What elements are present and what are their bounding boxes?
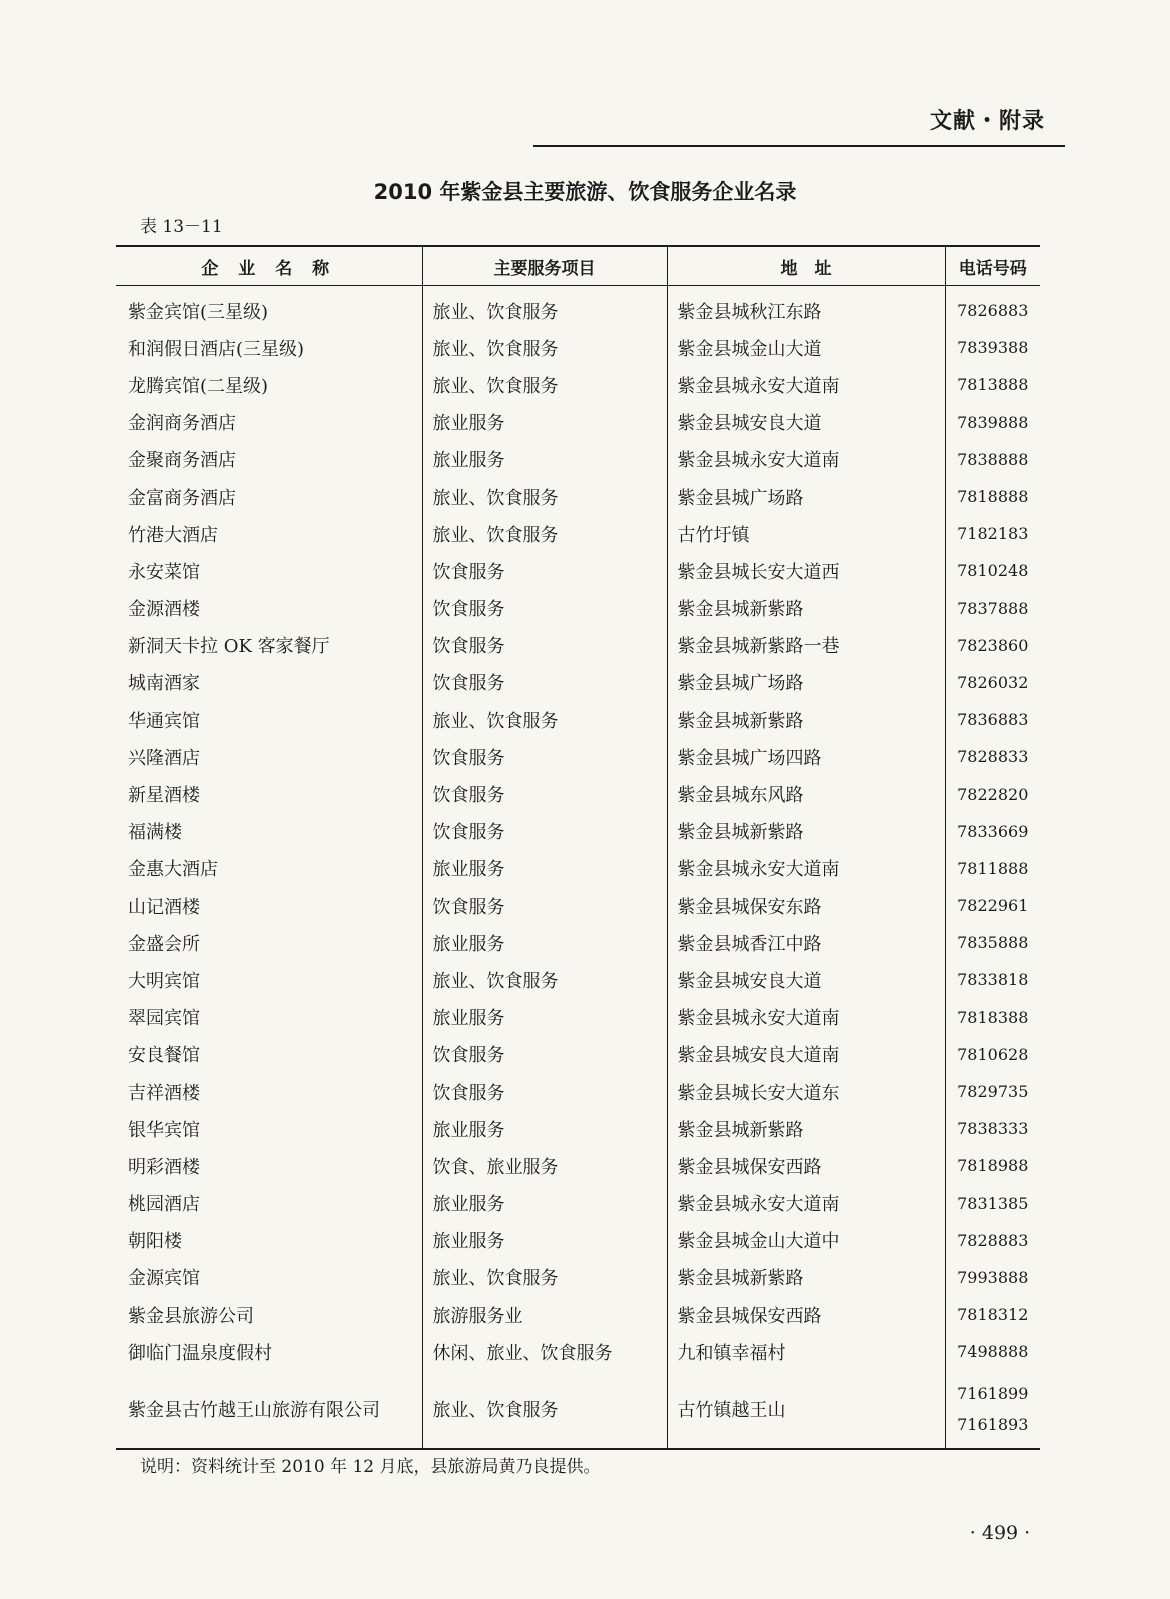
table-row bbox=[116, 1073, 1040, 1110]
cell-service: 旅业服务 bbox=[422, 441, 667, 478]
cell-service: 旅业、饮食服务 bbox=[422, 515, 667, 552]
table-row bbox=[116, 850, 1040, 887]
cell-service: 旅业、饮食服务 bbox=[422, 1370, 667, 1449]
cell-address: 紫金县城广场四路 bbox=[667, 738, 945, 775]
cell-service: 旅业服务 bbox=[422, 404, 667, 441]
table-row bbox=[116, 286, 1040, 330]
cell-address: 紫金县城安良大道南 bbox=[667, 1036, 945, 1073]
cell-phone bbox=[945, 1259, 1040, 1296]
cell-service: 饮食服务 bbox=[422, 813, 667, 850]
column-header-service: 主要服务项目 bbox=[422, 246, 667, 286]
cell-service: 休闲、旅业、饮食服务 bbox=[422, 1333, 667, 1370]
table-row bbox=[116, 1259, 1040, 1296]
phone-number: 7823860 bbox=[957, 635, 1029, 655]
column-header-phone: 电话号码 bbox=[945, 246, 1040, 286]
cell-name: 华通宾馆 bbox=[128, 710, 200, 732]
table-row bbox=[116, 1147, 1040, 1184]
cell-service: 旅业、饮食服务 bbox=[422, 961, 667, 998]
cell-service: 饮食服务 bbox=[422, 627, 667, 664]
table-number: 表 13－11 bbox=[140, 217, 223, 237]
table-row bbox=[116, 961, 1040, 998]
table-row bbox=[116, 441, 1040, 478]
table-row bbox=[116, 1222, 1040, 1259]
footnote: 说明：资料统计至 2010 年 12 月底，县旅游局黄乃良提供。 bbox=[140, 1457, 601, 1477]
cell-service: 旅业、饮食服务 bbox=[422, 1259, 667, 1296]
cell-service: 旅业、饮食服务 bbox=[422, 366, 667, 403]
cell-service: 饮食服务 bbox=[422, 775, 667, 812]
cell-name: 城南酒家 bbox=[128, 673, 200, 695]
cell-phone bbox=[945, 887, 1040, 924]
cell-name: 金润商务酒店 bbox=[128, 413, 236, 435]
cell-phone bbox=[945, 813, 1040, 850]
cell-phone bbox=[945, 590, 1040, 627]
table-row bbox=[116, 1185, 1040, 1222]
cell-address: 紫金县城保安西路 bbox=[667, 1147, 945, 1184]
phone-number: 7828833 bbox=[957, 747, 1029, 767]
cell-phone bbox=[945, 775, 1040, 812]
cell-address: 九和镇幸福村 bbox=[667, 1333, 945, 1370]
cell-phone bbox=[945, 999, 1040, 1036]
cell-address: 古竹镇越王山 bbox=[667, 1370, 945, 1449]
cell-name: 新洞天卡拉 OK 客家餐厅 bbox=[128, 636, 330, 658]
cell-phone bbox=[945, 404, 1040, 441]
table-row bbox=[116, 590, 1040, 627]
cell-address: 紫金县城东风路 bbox=[667, 775, 945, 812]
cell-name: 翠园宾馆 bbox=[128, 1008, 200, 1030]
cell-phone bbox=[945, 552, 1040, 589]
cell-name: 新星酒楼 bbox=[128, 785, 200, 807]
phone-number: 7810628 bbox=[957, 1044, 1029, 1064]
phone-number: 7818988 bbox=[957, 1156, 1029, 1176]
cell-address: 紫金县城秋江东路 bbox=[667, 286, 945, 330]
cell-phone bbox=[945, 664, 1040, 701]
cell-service: 旅游服务业 bbox=[422, 1296, 667, 1333]
table-row bbox=[116, 999, 1040, 1036]
table-row bbox=[116, 1333, 1040, 1370]
table-row bbox=[116, 627, 1040, 664]
cell-service: 旅业服务 bbox=[422, 1222, 667, 1259]
cell-service: 旅业服务 bbox=[422, 1110, 667, 1147]
cell-name: 金聚商务酒店 bbox=[128, 450, 236, 472]
table-row bbox=[116, 515, 1040, 552]
phone-number: 7810248 bbox=[957, 561, 1029, 581]
cell-phone bbox=[945, 924, 1040, 961]
phone-number: 7839388 bbox=[957, 338, 1029, 358]
cell-address: 古竹圩镇 bbox=[667, 515, 945, 552]
cell-service: 饮食、旅业服务 bbox=[422, 1147, 667, 1184]
cell-name: 紫金县古竹越王山旅游有限公司 bbox=[128, 1400, 380, 1422]
cell-phone bbox=[945, 1222, 1040, 1259]
cell-name: 桃园酒店 bbox=[128, 1194, 200, 1216]
cell-service: 旅业、饮食服务 bbox=[422, 701, 667, 738]
cell-name: 福满楼 bbox=[128, 822, 182, 844]
cell-address: 紫金县城新紫路 bbox=[667, 1110, 945, 1147]
table-row bbox=[116, 1370, 1040, 1449]
page-title: 2010 年紫金县主要旅游、饮食服务企业名录 bbox=[373, 180, 797, 204]
cell-phone bbox=[945, 1333, 1040, 1370]
table-row bbox=[116, 701, 1040, 738]
table-header-row bbox=[116, 246, 1040, 286]
cell-address: 紫金县城永安大道南 bbox=[667, 366, 945, 403]
cell-address: 紫金县城金山大道 bbox=[667, 329, 945, 366]
page-number: · 499 · bbox=[969, 1522, 1031, 1544]
column-header-name: 企 业 名 称 bbox=[116, 246, 422, 286]
table-row bbox=[116, 924, 1040, 961]
cell-service: 旅业、饮食服务 bbox=[422, 478, 667, 515]
cell-name: 和润假日酒店(三星级) bbox=[128, 338, 305, 360]
cell-address: 紫金县城保安西路 bbox=[667, 1296, 945, 1333]
cell-service: 饮食服务 bbox=[422, 738, 667, 775]
cell-name: 金富商务酒店 bbox=[128, 487, 236, 509]
cell-name: 安良餐馆 bbox=[128, 1045, 200, 1067]
cell-phone bbox=[945, 366, 1040, 403]
cell-name: 银华宾馆 bbox=[128, 1119, 200, 1141]
phone-number: 7182183 bbox=[957, 524, 1029, 544]
cell-address: 紫金县城永安大道南 bbox=[667, 441, 945, 478]
phone-number: 7498888 bbox=[957, 1342, 1029, 1362]
cell-name: 竹港大酒店 bbox=[128, 524, 218, 546]
cell-phone bbox=[945, 329, 1040, 366]
cell-address: 紫金县城永安大道南 bbox=[667, 999, 945, 1036]
phone-number: 7818312 bbox=[957, 1305, 1029, 1325]
cell-service: 饮食服务 bbox=[422, 590, 667, 627]
cell-address: 紫金县城新紫路 bbox=[667, 813, 945, 850]
cell-service: 饮食服务 bbox=[422, 664, 667, 701]
phone-number: 7831385 bbox=[957, 1193, 1029, 1213]
table-row bbox=[116, 1110, 1040, 1147]
cell-phone bbox=[945, 515, 1040, 552]
cell-address: 紫金县城保安东路 bbox=[667, 887, 945, 924]
phone-number: 7822961 bbox=[957, 896, 1029, 916]
table-row bbox=[116, 1296, 1040, 1333]
cell-address: 紫金县城新紫路 bbox=[667, 701, 945, 738]
phone-number: 7811888 bbox=[957, 858, 1029, 878]
phone-number: 7828883 bbox=[957, 1230, 1029, 1250]
table-row bbox=[116, 813, 1040, 850]
cell-name: 明彩酒楼 bbox=[128, 1156, 200, 1178]
cell-name: 山记酒楼 bbox=[128, 896, 200, 918]
cell-phone bbox=[945, 1036, 1040, 1073]
cell-name: 金源宾馆 bbox=[128, 1268, 200, 1290]
phone-number: 7835888 bbox=[957, 933, 1029, 953]
table-row bbox=[116, 738, 1040, 775]
cell-service: 旅业服务 bbox=[422, 850, 667, 887]
cell-address: 紫金县城金山大道中 bbox=[667, 1222, 945, 1259]
cell-service: 饮食服务 bbox=[422, 552, 667, 589]
cell-phone bbox=[945, 701, 1040, 738]
cell-phone bbox=[945, 738, 1040, 775]
phone-number: 7837888 bbox=[957, 598, 1029, 618]
cell-service: 饮食服务 bbox=[422, 1036, 667, 1073]
cell-address: 紫金县城新紫路 bbox=[667, 1259, 945, 1296]
cell-service: 旅业服务 bbox=[422, 924, 667, 961]
table-row bbox=[116, 664, 1040, 701]
phone-number: 7838333 bbox=[957, 1119, 1029, 1139]
cell-name: 金源酒楼 bbox=[128, 599, 200, 621]
cell-address: 紫金县城广场路 bbox=[667, 478, 945, 515]
cell-address: 紫金县城长安大道西 bbox=[667, 552, 945, 589]
column-header-address: 地 址 bbox=[667, 246, 945, 286]
cell-address: 紫金县城新紫路 bbox=[667, 590, 945, 627]
cell-phone bbox=[945, 478, 1040, 515]
cell-name: 紫金宾馆(三星级) bbox=[128, 301, 269, 323]
cell-phone bbox=[945, 850, 1040, 887]
table-row bbox=[116, 775, 1040, 812]
phone-number: 7813888 bbox=[957, 375, 1029, 395]
phone-number: 7822820 bbox=[957, 784, 1029, 804]
header-rule bbox=[533, 145, 1065, 147]
cell-name: 御临门温泉度假村 bbox=[128, 1342, 272, 1364]
cell-phone bbox=[945, 1073, 1040, 1110]
cell-name: 金盛会所 bbox=[128, 933, 200, 955]
phone-number: 7818888 bbox=[957, 487, 1029, 507]
cell-phone bbox=[945, 1296, 1040, 1333]
cell-name: 龙腾宾馆(二星级) bbox=[128, 375, 269, 397]
cell-service: 旅业、饮食服务 bbox=[422, 286, 667, 330]
phone-number: 7838888 bbox=[957, 449, 1029, 469]
cell-phone bbox=[945, 441, 1040, 478]
cell-name: 吉祥酒楼 bbox=[128, 1082, 200, 1104]
cell-name: 朝阳楼 bbox=[128, 1231, 182, 1253]
phone-number: 7161899 bbox=[957, 1384, 1029, 1404]
cell-name: 紫金县旅游公司 bbox=[128, 1305, 254, 1327]
cell-address: 紫金县城广场路 bbox=[667, 664, 945, 701]
phone-number: 7836883 bbox=[957, 710, 1029, 730]
phone-number: 7833669 bbox=[957, 821, 1029, 841]
cell-phone bbox=[945, 627, 1040, 664]
phone-number: 7818388 bbox=[957, 1007, 1029, 1027]
cell-address: 紫金县城长安大道东 bbox=[667, 1073, 945, 1110]
phone-number: 7833818 bbox=[957, 970, 1029, 990]
cell-service: 饮食服务 bbox=[422, 887, 667, 924]
cell-phone bbox=[945, 961, 1040, 998]
cell-name: 金惠大酒店 bbox=[128, 859, 218, 881]
cell-service: 旅业服务 bbox=[422, 999, 667, 1036]
cell-phone bbox=[945, 1110, 1040, 1147]
running-head: 文献・附录 bbox=[929, 109, 1045, 134]
table-row bbox=[116, 887, 1040, 924]
table-body bbox=[116, 286, 1040, 1450]
cell-phone bbox=[945, 1185, 1040, 1222]
cell-address: 紫金县城安良大道 bbox=[667, 404, 945, 441]
cell-phone bbox=[945, 1147, 1040, 1184]
cell-service: 旅业、饮食服务 bbox=[422, 329, 667, 366]
cell-address: 紫金县城安良大道 bbox=[667, 961, 945, 998]
phone-number: 7839888 bbox=[957, 412, 1029, 432]
table-row bbox=[116, 552, 1040, 589]
cell-address: 紫金县城新紫路一巷 bbox=[667, 627, 945, 664]
table-row bbox=[116, 1036, 1040, 1073]
phone-number: 7161893 bbox=[957, 1415, 1029, 1435]
cell-service: 旅业服务 bbox=[422, 1185, 667, 1222]
table-row bbox=[116, 478, 1040, 515]
cell-name: 大明宾馆 bbox=[128, 970, 200, 992]
cell-service: 饮食服务 bbox=[422, 1073, 667, 1110]
table-row bbox=[116, 404, 1040, 441]
enterprise-directory-table bbox=[116, 245, 1040, 1450]
table-row bbox=[116, 366, 1040, 403]
cell-address: 紫金县城香江中路 bbox=[667, 924, 945, 961]
cell-phone bbox=[945, 286, 1040, 330]
cell-phone bbox=[945, 1370, 1040, 1449]
cell-name: 兴隆酒店 bbox=[128, 747, 200, 769]
cell-address: 紫金县城永安大道南 bbox=[667, 1185, 945, 1222]
phone-number: 7826883 bbox=[957, 301, 1029, 321]
phone-number: 7993888 bbox=[957, 1267, 1029, 1287]
table-row bbox=[116, 329, 1040, 366]
phone-number: 7826032 bbox=[957, 672, 1029, 692]
cell-name: 永安菜馆 bbox=[128, 561, 200, 583]
cell-address: 紫金县城永安大道南 bbox=[667, 850, 945, 887]
phone-number: 7829735 bbox=[957, 1082, 1029, 1102]
